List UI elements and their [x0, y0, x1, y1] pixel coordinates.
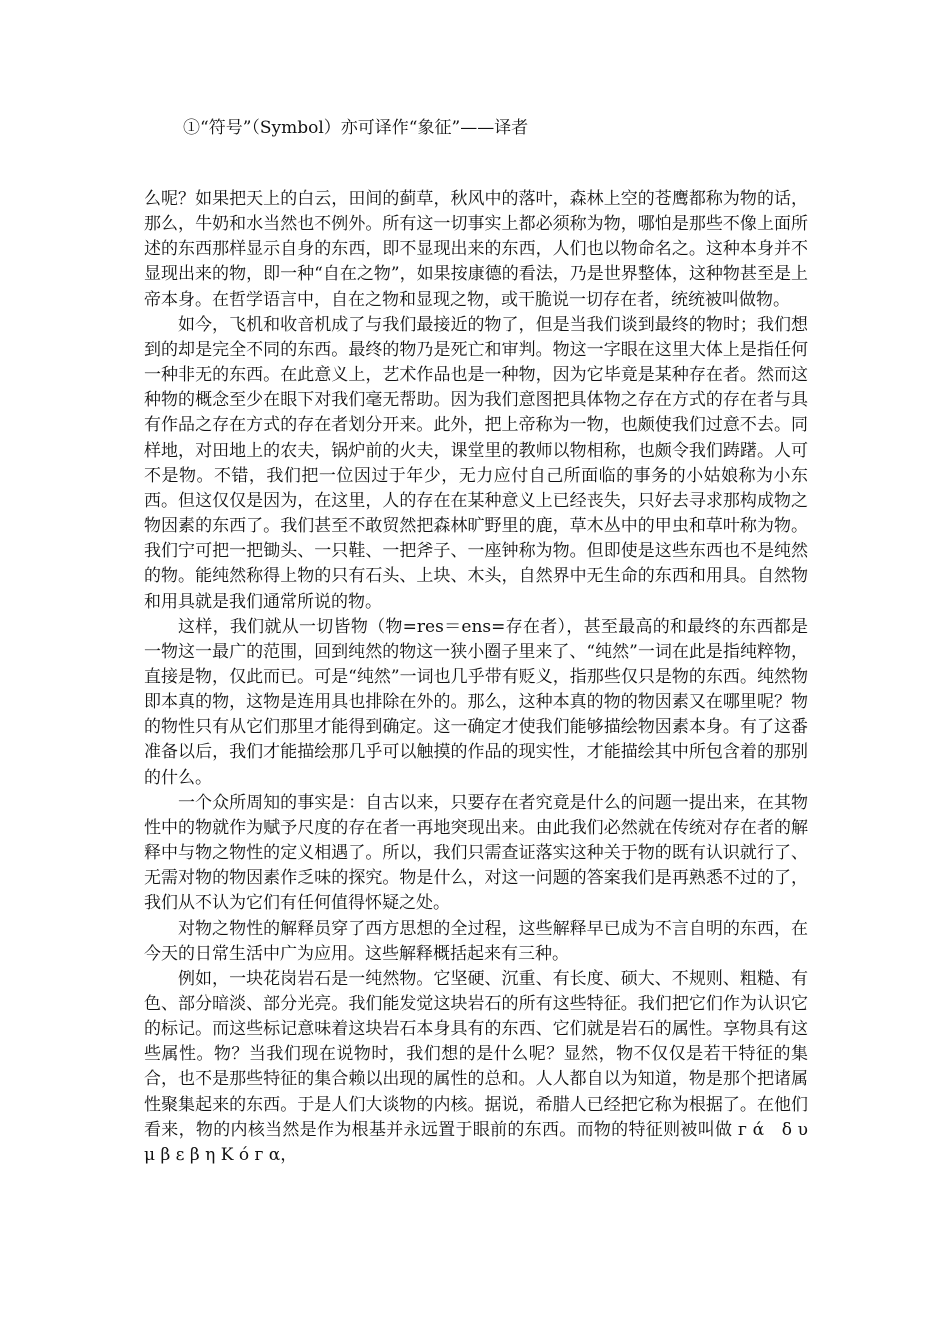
paragraph: 如今，飞机和收音机成了与我们最接近的物了，但是当我们谈到最终的物时；我们想到的却是完全不同的东西。最终的物乃是死亡和审判。物这一字眼在这里大体上是指任何一种非无的东西。在此意义上，艺术作品也是一种物，因为它毕竟是某种存在者。然而这种物的概念至少在眼下对我们毫无帮助。因为我们意图把具体物之存在方式的存在者与具有作品之存在方式的存在者划分开来。此外，把上帝称为一物，也颇使我们过意不去。同样地，对田地上的农夫，锅炉前的火夫，课堂里的教师以物相称，也颇令我们踌躇。人可不是物。不错，我们把一位因过于年少，无力应付自己所面临的事务的小姑娘称为小东西。但这仅仅是因为，在这里，人的存在在某种意义上已经丧失，只好去寻求那构成物之物因素的东西了。我们甚至不敢贸然把森林旷野里的鹿，草木丛中的甲虫和草叶称为物。我们宁可把一把锄头、一只鞋、一把斧子、一座钟称为物。但即使是这些东西也不是纯然的物。能纯然称得上物的只有石头、上块、木头，自然界中无生命的东西和用具。自然物和用具就是我们通常所说的物。	[144, 314, 808, 612]
paragraph: 例如，一块花岗岩石是一纯然物。它坚硬、沉重、有长度、硕大、不规则、粗糙、有色、部分暗淡、部分光亮。我们能发觉这块岩石的所有这些特征。我们把它们作为认识它的标记。而这些标记意味着这块岩石本身具有的东西、它们就是岩石的属性。享物具有这些属性。物？当我们现在说物时，我们想的是什么呢？显然，物不仅仅是若干特征的集合，也不是那些特征的集合赖以出现的属性的总和。人人都自以为知道，物是那个把诸属性聚集起来的东西。于是人们大谈物的内核。据说，希腊人已经把它称为根据了。在他们看来，物的内核当然是作为根基并永远置于眼前的东西。而物的特征则被叫做 г ά δ υ μ β ε β η Κ ό г α，	[144, 968, 808, 1165]
paragraph: 一个众所周知的事实是：自古以来，只要存在者究竟是什么的问题一提出来，在其物性中的物就作为赋予尺度的存在者一再地突现出来。由此我们必然就在传统对存在者的解释中与物之物性的定义相遇了。所以，我们只需查证落实这种关于物的既有认识就行了、无需对物的物因素作乏味的探究。物是什么，对这一问题的答案我们是再熟悉不过的了，我们从不认为它们有任何值得怀疑之处。	[144, 792, 808, 914]
translator-footnote: ①“符号”（Symbol）亦可译作“象征”——译者	[183, 118, 529, 138]
paragraph: 这样，我们就从一切皆物（物=res＝ens=存在者），甚至最高的和最终的东西都是一物这一最广的范围，回到纯然的物这一狭小圈子里来了、“纯然”一词在此是指纯粹物，直接是物，仅此而已。可是“纯然”一词也几乎带有贬义，指那些仅只是物的东西。纯然物即本真的物，这物是连用具也排除在外的。那么，这种本真的物的物因素又在哪里呢？物的物性只有从它们那里才能得到确定。这一确定才使我们能够描绘物因素本身。有了这番准备以后，我们才能描绘那几乎可以触摸的作品的现实性，才能描绘其中所包含着的那别的什么。	[144, 616, 808, 788]
paragraph: 对物之物性的解释员穿了西方思想的全过程，这些解释早已成为不言自明的东西，在今天的日常生活中广为应用。这些解释概括起来有三种。	[144, 918, 808, 964]
body-text	[144, 187, 808, 1168]
paragraph-continued: 么呢？如果把天上的白云，田间的蓟草，秋风中的落叶，森林上空的苍鹰都称为物的话，那么，牛奶和水当然也不例外。所有这一切事实上都必须称为物，哪怕是那些不像上面所述的东西那样显示自身的东西，即不显现出来的东西，人们也以物命名之。这种本身并不显现出来的物，即一种“自在之物”，如果按康德的看法，乃是世界整体，这种物甚至是上帝本身。在哲学语言中，自在之物和显现之物，或干脆说一切存在者，统统被叫做物。	[144, 189, 808, 310]
